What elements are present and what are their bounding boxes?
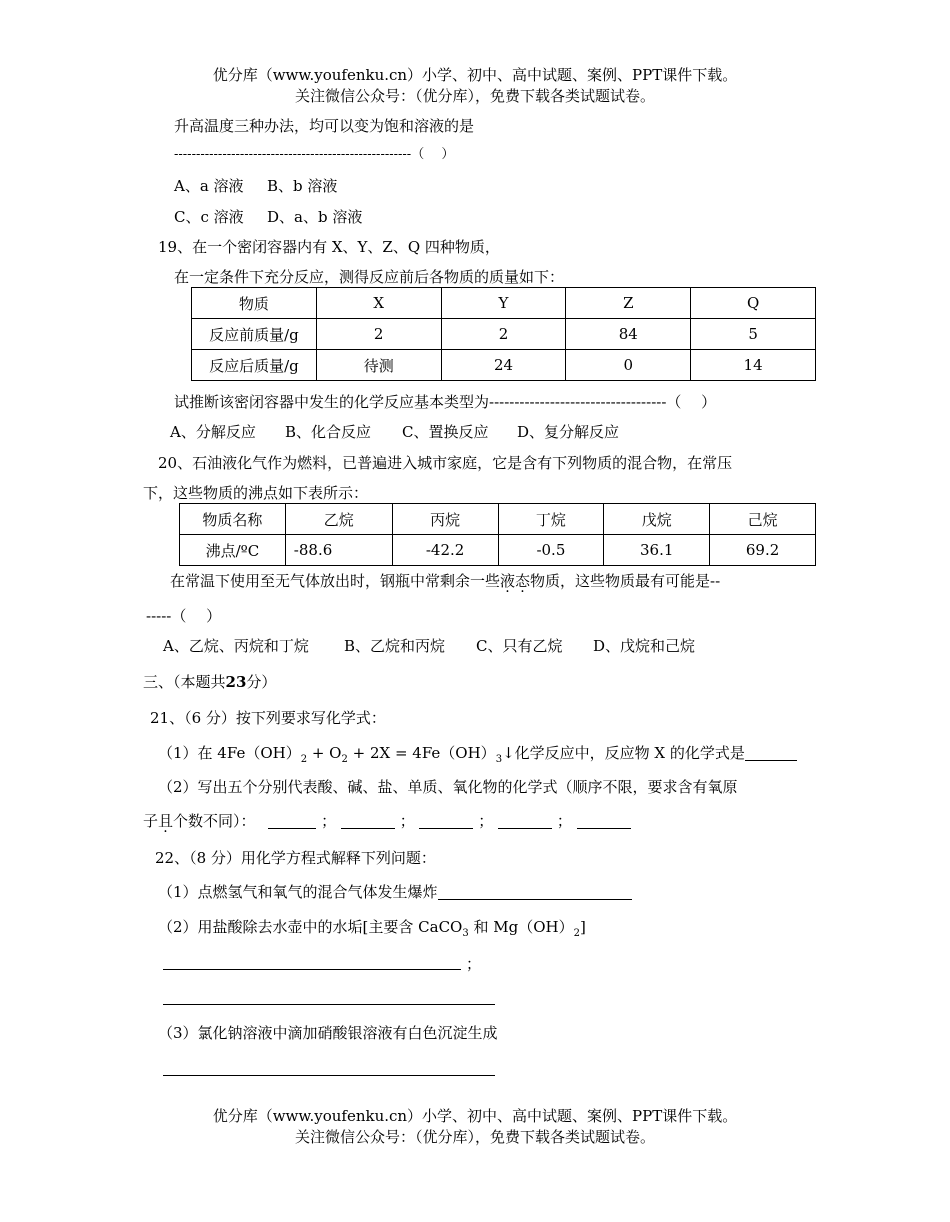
table-cell: 36.1 [604, 535, 710, 566]
q19-mass-table [191, 287, 816, 381]
answer-blank[interactable] [577, 813, 631, 829]
footer-line-1: 优分库（www.youfenku.cn）小学、初中、高中试题、案例、PPT课件下载。 [212, 1107, 738, 1125]
answer-blank[interactable] [419, 813, 473, 829]
table-header-cell: Y [441, 288, 566, 319]
table-cell: 0 [566, 350, 691, 381]
q19-question: 试推断该密闭容器中发生的化学反应基本类型为-----------------------------------（ ） [174, 393, 717, 411]
q18-option-c: C、c 溶液 [174, 208, 244, 226]
q20-question-post: 物质，这些物质最有可能是-- [530, 572, 721, 590]
table-header-cell: 物质名称 [180, 504, 286, 535]
table-header-cell: X [316, 288, 441, 319]
q21-part-2-line-2 [143, 812, 631, 830]
table-cell: 2 [316, 319, 441, 350]
table-header-cell: Q [691, 288, 816, 319]
q20-stem-2: 下，这些物质的沸点如下表所示： [143, 484, 369, 502]
table-cell: -0.5 [498, 535, 604, 566]
table-cell: 5 [691, 319, 816, 350]
q21-part-2-line-1: （2）写出五个分别代表酸、碱、盐、单质、氧化物的化学式（顺序不限，要求含有氧原 [158, 778, 738, 796]
q21-part-1 [158, 744, 797, 766]
answer-line[interactable] [163, 969, 461, 970]
table-header-cell: 戊烷 [604, 504, 710, 535]
q20-question-line-1 [170, 572, 720, 590]
section-3-title [143, 673, 276, 691]
table-header-row [180, 504, 816, 535]
q18-option-b: B、b 溶液 [267, 177, 338, 195]
separator: ； [466, 955, 482, 973]
answer-blank[interactable] [498, 813, 552, 829]
table-header-cell: Z [566, 288, 691, 319]
q20-option-b: B、乙烷和丙烷 [344, 637, 446, 655]
table-cell: 反应后质量/g [192, 350, 317, 381]
table-row [192, 319, 816, 350]
q21-p1-text: + O [307, 744, 342, 762]
table-header-cell: 丁烷 [498, 504, 604, 535]
q20-stem-1: 20、石油液化气作为燃料，已普遍进入城市家庭，它是含有下列物质的混合物，在常压 [158, 454, 733, 472]
subscript: 2 [341, 754, 348, 765]
answer-blank[interactable] [745, 745, 797, 761]
emphasis-char: 液 [500, 572, 516, 590]
answer-blank[interactable] [438, 884, 632, 900]
table-header-cell: 物质 [192, 288, 317, 319]
q19-stem-2: 在一定条件下充分反应，测得反应前后各物质的质量如下： [174, 268, 565, 286]
separator: ； [399, 812, 415, 830]
section-3-points: 23 [225, 673, 247, 691]
q22-p1-text: （1）点燃氢气和氧气的混合气体发生爆炸 [158, 883, 438, 901]
subscript: 2 [300, 754, 308, 765]
answer-line[interactable] [163, 1004, 495, 1005]
q18-option-a: A、a 溶液 [174, 177, 244, 195]
q22-part-3: （3）氯化钠溶液中滴加硝酸银溶液有白色沉淀生成 [158, 1024, 498, 1042]
footer-line-2: 关注微信公众号：（优分库），免费下载各类试题试卷。 [294, 1128, 655, 1146]
q20-question-pre: 在常温下使用至无气体放出时，钢瓶中常剩余一些 [170, 572, 501, 590]
table-cell: -88.6 [285, 535, 392, 566]
table-header-cell: 丙烷 [392, 504, 498, 535]
table-cell: 待测 [316, 350, 441, 381]
q22-stem: 22、（8 分）用化学方程式解释下列问题： [155, 849, 436, 867]
table-cell: -42.2 [392, 535, 498, 566]
q21-p1-text: （1）在 4Fe（OH） [158, 744, 301, 762]
q18-option-d: D、a、b 溶液 [267, 208, 363, 226]
q20-option-c: C、只有乙烷 [476, 637, 563, 655]
answer-line[interactable] [163, 1075, 495, 1076]
table-cell: 沸点/ºC [180, 535, 286, 566]
section-3-post: 分） [246, 673, 277, 691]
table-cell: 反应前质量/g [192, 319, 317, 350]
table-cell: 14 [691, 350, 816, 381]
header-line-2: 关注微信公众号：（优分库），免费下载各类试题试卷。 [294, 87, 655, 105]
separator: ； [478, 812, 494, 830]
table-cell: 69.2 [710, 535, 816, 566]
q22-p2-text: 和 Mg（OH） [468, 918, 574, 936]
q18-answer-dashes: ------------------------------------------------------（ ） [174, 147, 455, 162]
q18-continuation: 升高温度三种办法，均可以变为饱和溶液的是 [174, 117, 475, 135]
q22-part-1 [158, 883, 632, 901]
table-row [180, 535, 816, 566]
table-row [192, 350, 816, 381]
q20-option-a: A、乙烷、丙烷和丁烷 [163, 637, 309, 655]
q22-p2-text: （2）用盐酸除去水壶中的水垢[主要含 CaCO [158, 918, 463, 936]
separator: ； [321, 812, 337, 830]
subscript: 3 [495, 754, 503, 765]
emphasis-char: 态 [515, 572, 531, 590]
q19-stem-1: 19、在一个密闭容器内有 X、Y、Z、Q 四种物质， [158, 238, 500, 256]
table-header-cell: 己烷 [710, 504, 816, 535]
q22-part-2 [158, 918, 586, 940]
subscript: 3 [462, 928, 469, 939]
q19-option-b: B、化合反应 [285, 423, 372, 441]
table-header-row [192, 288, 816, 319]
q21-p2-text: 个数不同）： [173, 812, 256, 830]
table-cell: 84 [566, 319, 691, 350]
answer-blank[interactable] [268, 813, 316, 829]
q19-option-c: C、置换反应 [402, 423, 489, 441]
q20-option-d: D、戊烷和己烷 [593, 637, 696, 655]
q19-option-a: A、分解反应 [170, 423, 256, 441]
subscript: 2 [573, 928, 581, 939]
q21-p2-text: 子 [143, 812, 159, 830]
q21-p1-text: + 2X = 4Fe（OH） [347, 744, 496, 762]
q20-boiling-point-table [179, 503, 816, 566]
q20-question-line-2: -----（ ） [146, 607, 222, 625]
emphasis-char: 且 [158, 812, 174, 830]
q19-option-d: D、复分解反应 [517, 423, 620, 441]
table-cell: 2 [441, 319, 566, 350]
table-header-cell: 乙烷 [285, 504, 392, 535]
separator: ； [556, 812, 572, 830]
header-line-1: 优分库（www.youfenku.cn）小学、初中、高中试题、案例、PPT课件下载。 [212, 66, 738, 84]
q21-p1-text: ↓化学反应中，反应物 X 的化学式是 [502, 744, 745, 762]
answer-blank[interactable] [341, 813, 395, 829]
q22-p2-text: ] [580, 918, 586, 936]
section-3-pre: 三、（本题共 [143, 673, 226, 691]
q21-stem: 21、（6 分）按下列要求写化学式： [150, 709, 386, 727]
table-cell: 24 [441, 350, 566, 381]
